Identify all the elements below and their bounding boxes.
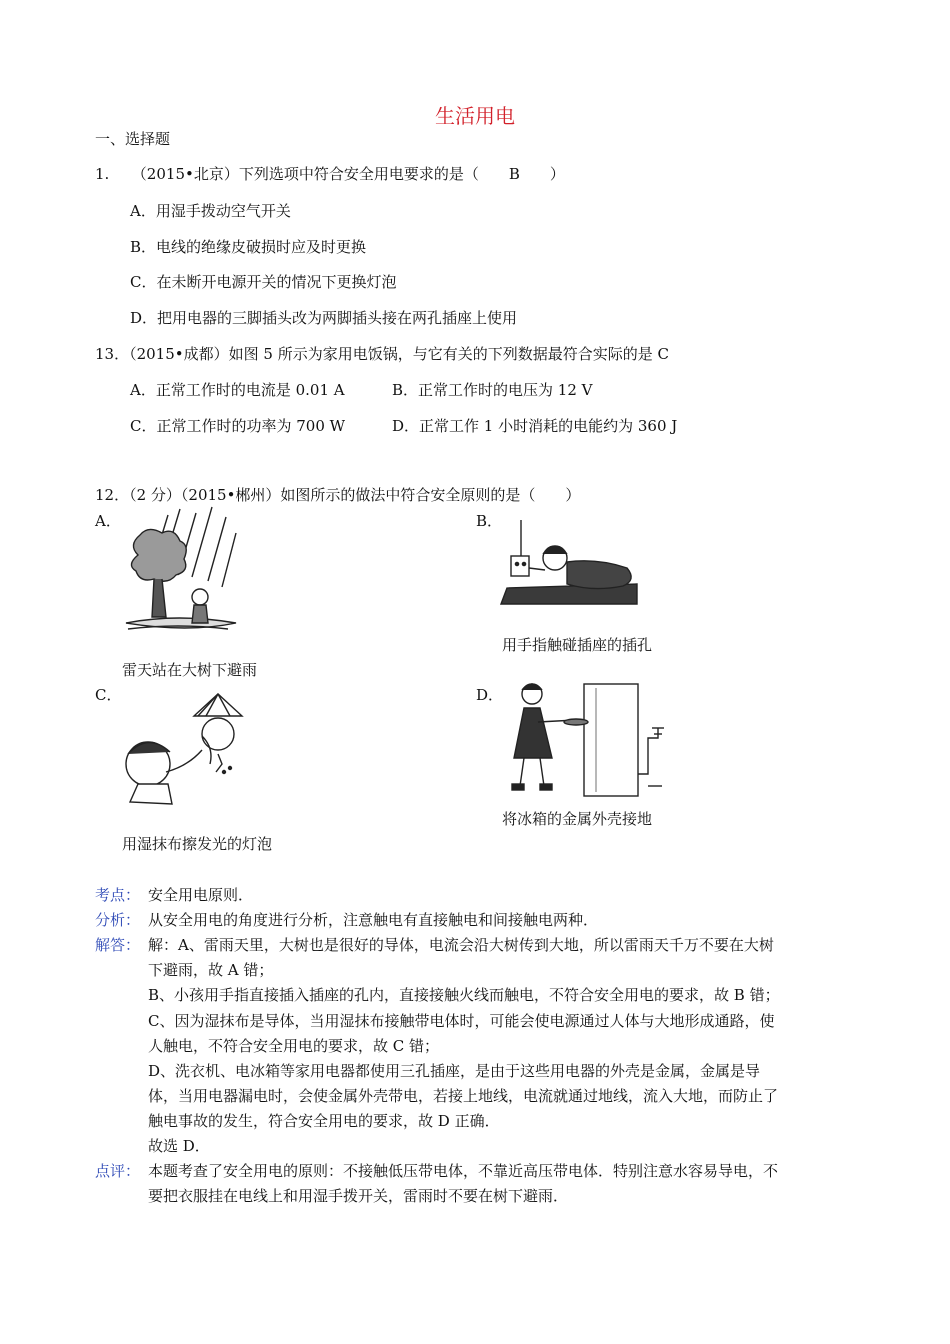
q12-caption-a: 雷天站在大树下避雨 [122, 661, 258, 679]
dianping-line: 本题考查了安全用电的原则：不接触低压带电体，不靠近高压带电体．特别注意水容易导电，不 [148, 1162, 779, 1180]
jieda-line: 触电事故的发生，符合安全用电的要求，故 D 正确． [148, 1112, 500, 1130]
q12-caption-b: 用手指触碰插座的插孔 [502, 636, 653, 654]
kaodian-label: 考点： [95, 886, 141, 904]
page-title: 生活用电 [435, 104, 515, 128]
q13-option-a: A．正常工作时的电流是 0.01 A [130, 381, 345, 399]
q1-stem: 1. （2015•北京）下列选项中符合安全用电要求的是（ B ） [95, 165, 565, 183]
q12-label-d: D． [476, 686, 504, 704]
q13-option-b: B．正常工作时的电压为 12 V [392, 381, 593, 399]
fenxi-text: 从安全用电的角度进行分析，注意触电有直接触电和间接触电两种． [148, 911, 599, 929]
q12-label-a: A． [95, 512, 121, 530]
jieda-line: D、洗衣机、电冰箱等家用电器都使用三孔插座，是由于这些用电器的外壳是金属，金属是导 [148, 1062, 761, 1080]
dianping-label: 点评： [95, 1162, 141, 1180]
jieda-line: B、小孩用手指直接插入插座的孔内，直接接触火线而触电，不符合安全用电的要求，故 B 错； [148, 986, 780, 1004]
kaodian-text: 安全用电原则． [148, 886, 254, 904]
q13-option-c: C．正常工作时的功率为 700 W [130, 417, 346, 435]
figure-tree-in-rain [118, 505, 248, 640]
fenxi-label: 分析： [95, 911, 141, 929]
q12-label-b: B． [476, 512, 503, 530]
figure-wet-cloth-lamp [118, 676, 268, 811]
figure-fridge-ground [498, 678, 673, 806]
jieda-line: 下避雨，故 A 错； [148, 961, 274, 979]
section-heading: 一、选择题 [95, 130, 171, 148]
q13-option-d: D．正常工作 1 小时消耗的电能约为 360 J [392, 417, 678, 435]
figure-finger-socket [497, 518, 642, 608]
q1-option-b: B．电线的绝缘皮破损时应及时更换 [130, 238, 367, 256]
q1-option-c: C．在未断开电源开关的情况下更换灯泡 [130, 273, 397, 291]
q13-stem: 13．（2015•成都）如图 5 所示为家用电饭锅，与它有关的下列数据最符合实际的是 C [95, 345, 669, 363]
jieda-label: 解答： [95, 936, 141, 954]
jieda-line: 故选 D． [148, 1137, 210, 1155]
jieda-line: C、因为湿抹布是导体，当用湿抹布接触带电体时，可能会使电源通过人体与大地形成通路，使 [148, 1012, 775, 1030]
q12-caption-d: 将冰箱的金属外壳接地 [502, 810, 653, 828]
dianping-line: 要把衣服挂在电线上和用湿手拨开关，雷雨时不要在树下避雨． [148, 1187, 569, 1205]
q12-caption-c: 用湿抹布擦发光的灯泡 [122, 835, 273, 853]
jieda-line: 体，当用电器漏电时，会使金属外壳带电，若接上地线，电流就通过地线，流入大地，而防止了 [148, 1087, 779, 1105]
q1-option-d: D．把用电器的三脚插头改为两脚插头接在两孔插座上使用 [130, 309, 518, 327]
jieda-line: 人触电，不符合安全用电的要求，故 C 错； [148, 1037, 440, 1055]
q1-option-a: A．用湿手拨动空气开关 [130, 202, 291, 220]
q12-label-c: C． [95, 686, 122, 704]
jieda-line: 解：A、雷雨天里，大树也是很好的导体，电流会沿大树传到大地，所以雷雨天千万不要在大树 [148, 936, 774, 954]
q12-stem: 12．（2 分）（2015•郴州）如图所示的做法中符合安全原则的是（ ） [95, 486, 581, 504]
